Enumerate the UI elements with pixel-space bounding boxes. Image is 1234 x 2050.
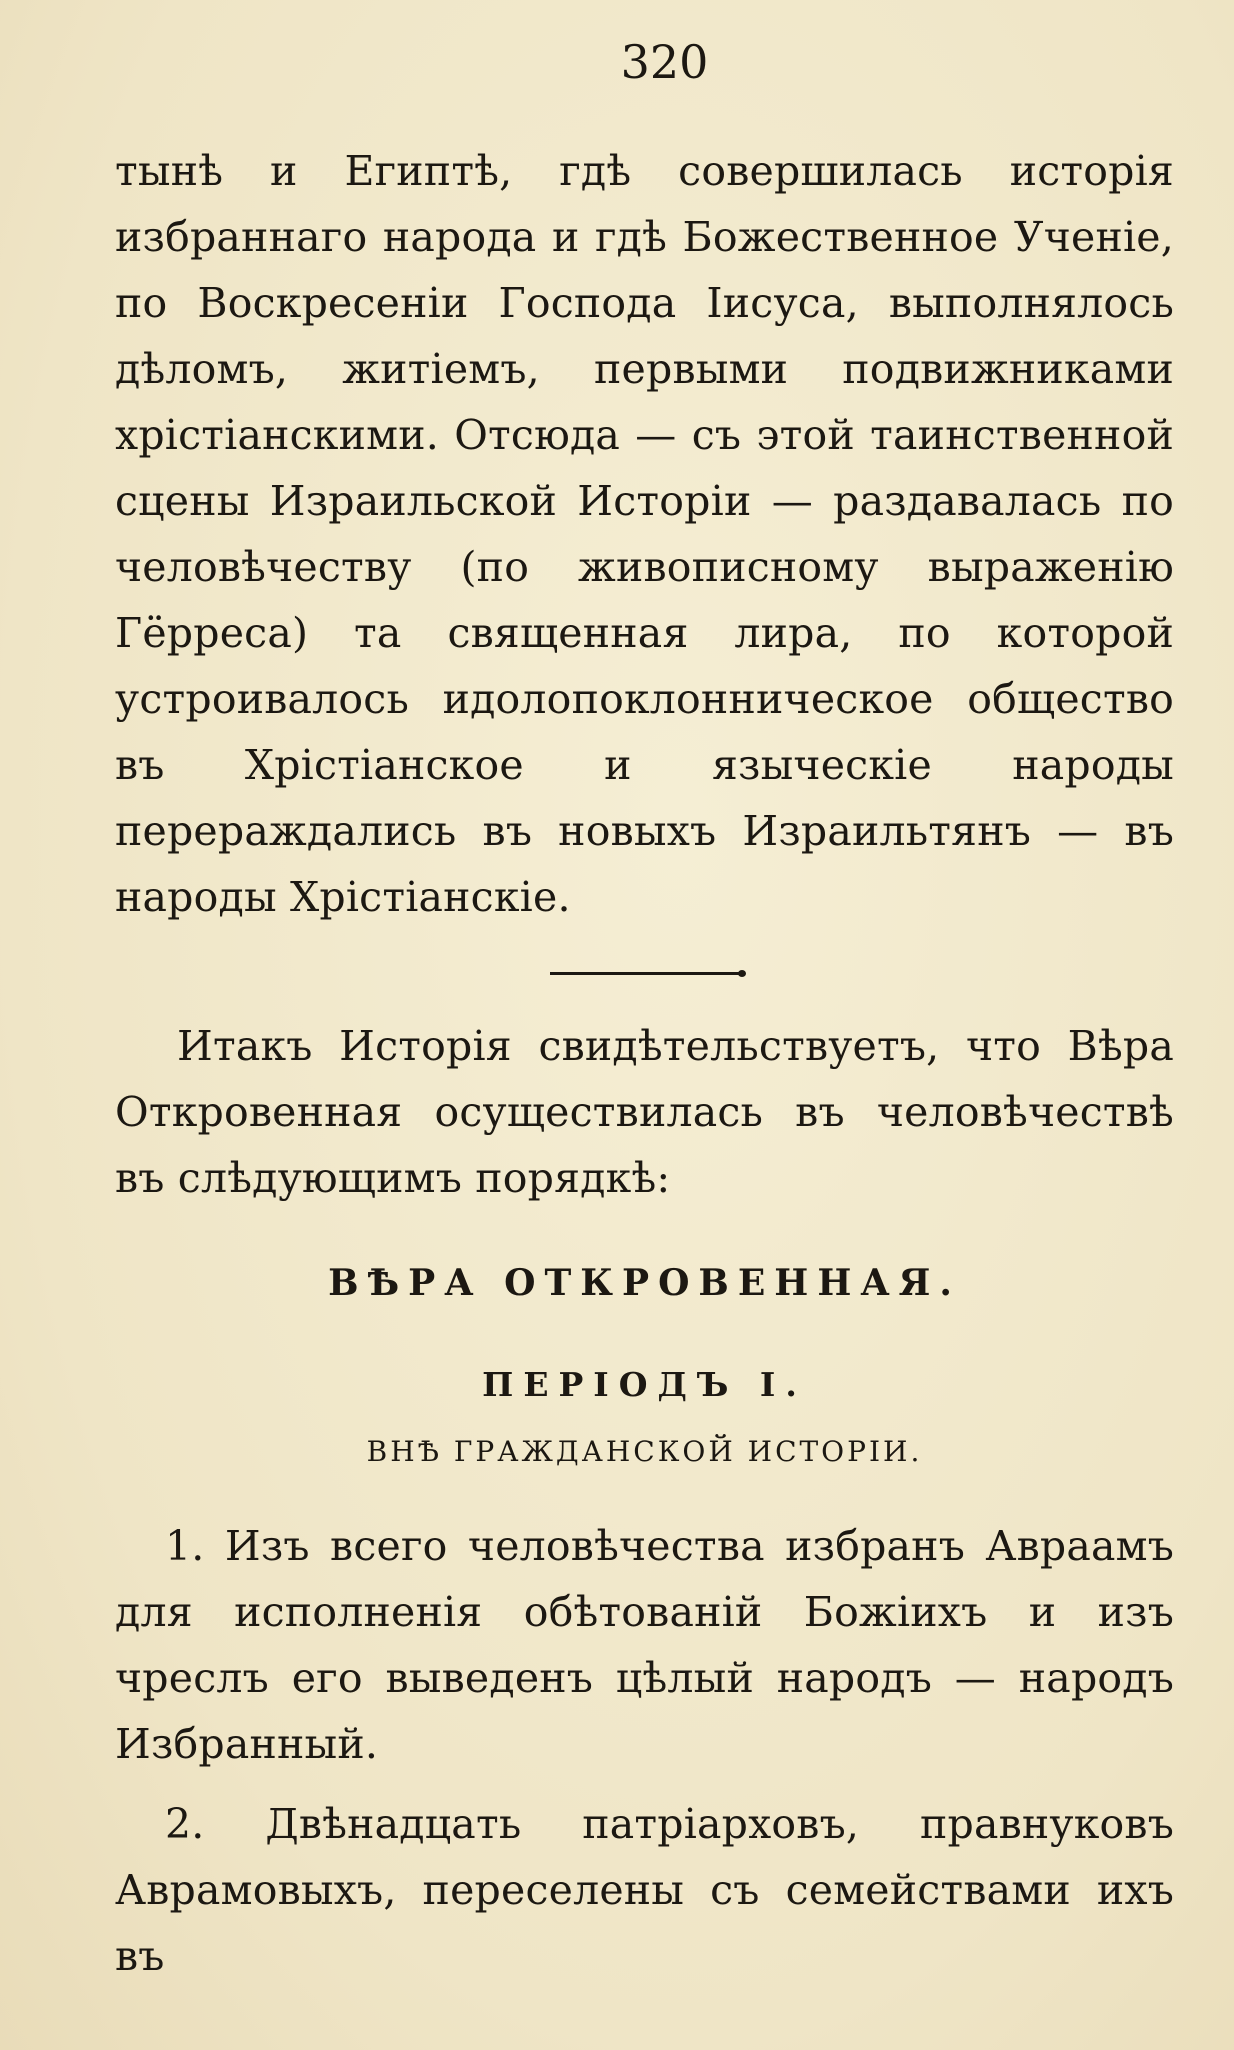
numbered-item-1: 1. Изъ всего человѣчества избранъ Авраамъ для исполненія обѣтованій Божіихъ и изъ чреслъ его выведенъ цѣлый народъ — народъ Избранный. — [115, 1522, 1174, 1768]
paragraph-continued: тынѣ и Египтѣ, гдѣ совершилась исторія избраннаго народа и гдѣ Божественное Ученіе, по Воскресеніи Господа Іисуса, выполнялось дѣломъ, житіемъ, первыми подвижниками хрістіанскими. Отсюда — съ этой таинственной сцены Израильской Исторіи — раздавалась по человѣчеству (по живописному выраженію Гёрреса) та священная лира, по которой устроивалось идолопоклонническое общество въ Хрістіанское и языческіе народы перераждались въ новыхъ Израильтянъ — въ народы Хрістіанскіе. — [115, 147, 1174, 921]
heading-period: ПЕРІОДЪ I. — [482, 1365, 807, 1404]
page-number: 320 — [620, 35, 709, 89]
numbered-item-2: 2. Двѣнадцать патріарховъ, правнуковъ Аврамовыхъ, переселены съ семействами ихъ въ — [115, 1800, 1174, 1980]
heading-subtitle: ВНѢ ГРАЖДАНСКОЙ ИСТОРІИ. — [366, 1435, 923, 1468]
heading-revealed-faith: ВѢРА ОТКРОВЕННАЯ. — [328, 1262, 961, 1304]
paragraph-summary: Итакъ Исторія свидѣтельствуетъ, что Вѣра Откровенная осуществилась въ человѣчествѣ въ слѣдующимъ порядкѣ: — [115, 1022, 1174, 1202]
section-divider — [550, 972, 740, 975]
